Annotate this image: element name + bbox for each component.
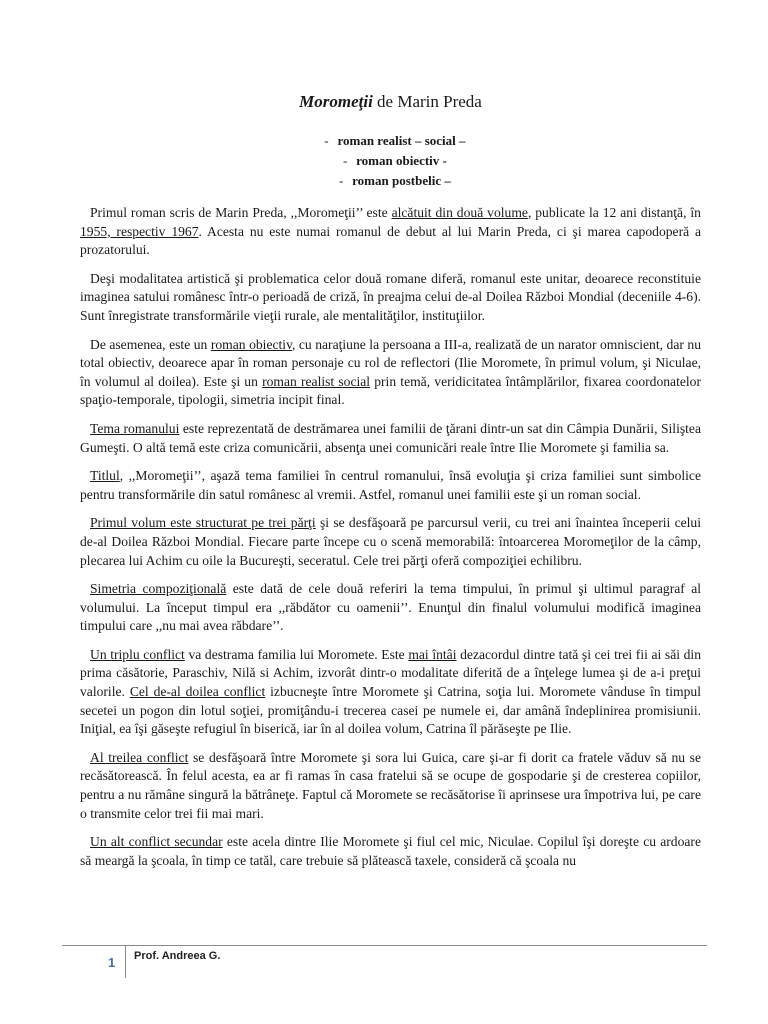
footer-author: Prof. Andreea G. <box>134 950 221 962</box>
paragraph-7: Simetria compoziţională este dată de cele două referiri la tema timpului, în primul şi ultimul paragraf al volumului. La început timpul era ,,răbdător cu oamenii’’. Enunţul din finalul volumului modifică imaginea timpului care ,,nu mai avea răbdare’’. <box>80 581 701 634</box>
title-author: de Marin Preda <box>377 92 482 111</box>
paragraph-2: Deşi modalitatea artistică şi problematica celor două romane diferă, romanul este unitar, deoarece reconstituie imaginea satului românesc într-o perioadă de criză, în preajma celui de-al Doilea Război Mondial (deceniile 4-6). Sunt înregistrate transformările vieţii rurale, ale mentalităţilor, instituţiilor. <box>80 270 701 323</box>
genre-list <box>80 131 701 191</box>
paragraph-9: Al treilea conflict se desfăşoară între Moromete şi sora lui Guica, care şi-ar fi dorit ca fratele văduv să nu se recăsătorească. În felul acesta, ea ar fi ramas în casa fratelui să se ocupe de gospodarie şi de cresterea copiilor, pentru a nu rămâne singură la bătrâneţe. Faptul că Moromete se recăsătorise îi aprinsese ura împotriva lui, pe care o transmite celor trei fii mai mari. <box>80 749 702 821</box>
document-body <box>80 204 701 880</box>
title-work: Moromeţii <box>299 92 373 111</box>
paragraph-8: Un triplu conflict va destrama familia lui Moromete. Este mai întâi dezacordul dintre tată şi cei trei fii ai săi din prima căsătorie, Paraschiv, Nilă si Achim, izvorât dintr-o modalitate diferită de a înţelege lumea şi de a-i preţui valorile. Cel de-al doilea conflict izbucneşte între Moromete şi Catrina, soţia lui. Moromete vânduse în timpul secetei un pogon din lotul soţiei, promiţându-i trecerea casei pe numele ei, dar amână îndeplinirea promisiunii. Iniţial, ea îşi găseşte refugiul în biserică, iar în al doilea volum, Catrina îl părăseşte pe Ilie. <box>80 646 702 737</box>
footer-divider <box>62 945 707 946</box>
genre-item: - roman postbelic – <box>338 173 451 188</box>
genre-item: - roman realist – social – <box>324 133 466 148</box>
paragraph-6: Primul volum este structurat pe trei părţi şi se desfăşoară pe parcursul verii, cu trei ani înaintea începerii celui de-al Doilea Război Mondial. Fiecare parte începe cu o scenă memorabilă: întoarcerea Moromeţilor de la câmp, plecarea lui Achim cu oile la Bucureşti, seceratul. Cele trei părţi oferă compoziţiei echilibru. <box>80 515 701 568</box>
footer-separator <box>125 946 126 978</box>
paragraph-3: De asemenea, este un roman obiectiv, cu naraţiune la persoana a III-a, realizată de un narator omniscient, dar nu total obiectiv, deoarece apar în roman personaje cu rol de reflectori (Ilie Moromete, în primul volum, şi Niculae, în volumul al doilea). Este şi un roman realist social prin temă, veridicitatea întâmplărilor, fixarea coordonatelor spaţio-temporale, tipologii, simetria incipit final. <box>80 336 701 408</box>
paragraph-5: Titlul, ,,Moromeţii’’, aşază tema familiei în centrul romanului, însă evoluţia şi criza familiei sunt simbolice pentru transformările din satul românesc al vremii. Astfel, romanul unei familii este şi un roman social. <box>80 468 701 502</box>
paragraph-10: Un alt conflict secundar este acela dintre Ilie Moromete şi fiul cel mic, Niculae. Copilul îşi doreşte cu ardoare să meargă la şcoala, în timp ce tatăl, care trebuie să plătească taxele, consideră că şcoala nu <box>80 834 701 868</box>
genre-item: - roman obiectiv - <box>342 153 447 168</box>
page-number: 1 <box>108 955 116 970</box>
paragraph-1: Primul roman scris de Marin Preda, ,,Moromeţii’’ este alcătuit din două volume, publicate la 12 ani distanţă, în 1955, respectiv 1967. Acesta nu este numai romanul de debut al lui Marin Preda, ci şi marea capodoperă a prozatorului. <box>80 205 701 258</box>
paragraph-4: Tema romanului este reprezentată de destrămarea unei familii de ţărani dintr-un sat din Câmpia Dunării, Siliştea Gumeşti. O altă temă este criza comunicării, absenţa unei comunicări reale între Ilie Moromete şi familia sa. <box>80 420 701 455</box>
document-title <box>80 92 701 112</box>
